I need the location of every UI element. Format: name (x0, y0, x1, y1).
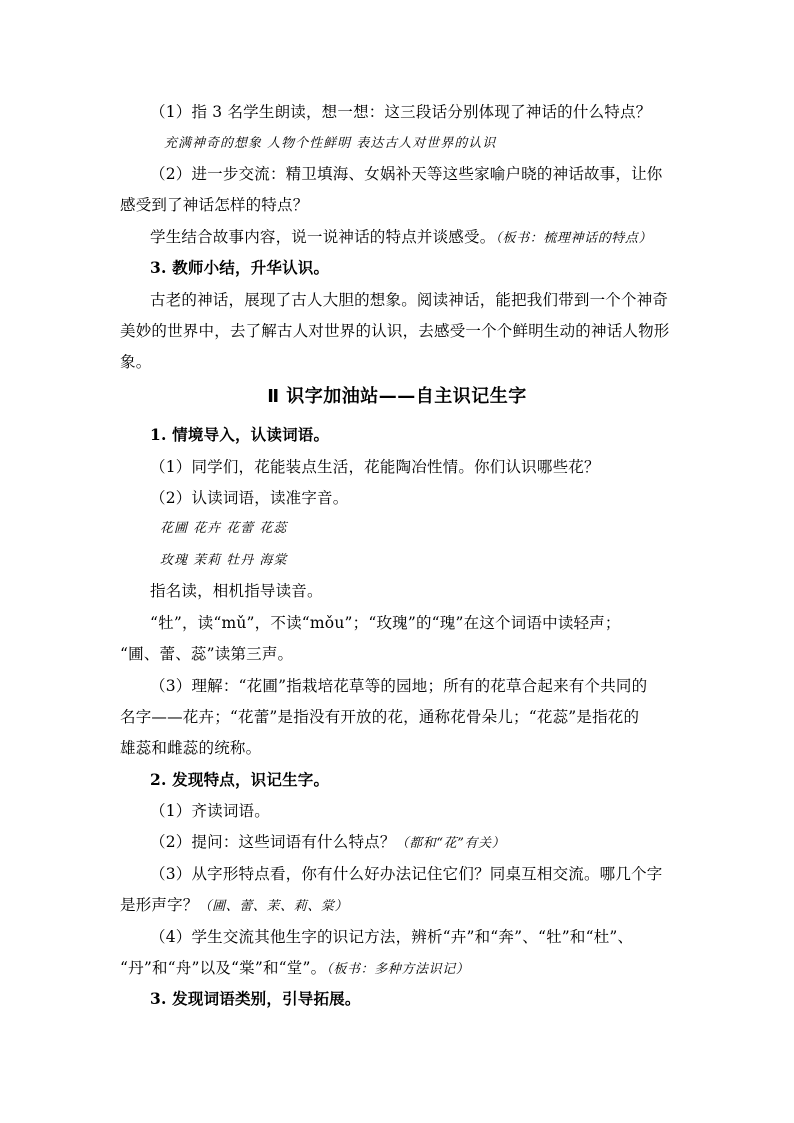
reading-instruction: 指名读，相机指导读音。 (150, 582, 323, 600)
step-1-question-1: （1）同学们，花能装点生活，花能陶冶性情。你们认识哪些花？ (150, 458, 600, 476)
step-2-item-4-line-1: （4）学生交流其他生字的识记方法，辨析“卉”和“奔”、“牡”和“杜”、 (150, 928, 634, 946)
understanding-line-2: 名字——花卉；“花蕾”是指没有开放的花，通称花骨朵儿；“花蕊”是指花的 (120, 708, 640, 726)
step-2-item-2-note: （都和“花”有关） (395, 836, 506, 851)
student-discussion-line (150, 227, 652, 249)
section-title: Ⅱ 识字加油站——自主识记生字 (267, 386, 527, 407)
step-2-item-4-text: “丹”和“舟”以及“棠”和“堂”。 (120, 959, 327, 977)
step-2-item-3-text: 是形声字？ (120, 896, 199, 914)
step-2-item-2-text: （2）提问：这些词语有什么特点？ (150, 833, 396, 851)
summary-paragraph-line-3: 象。 (120, 353, 152, 371)
step-2-item-3-line-2 (120, 895, 348, 917)
understanding-line-1: （3）理解：“花圃”指栽培花草等的园地；所有的花草合起来有个共同的 (150, 677, 648, 695)
word-list-row-2: 玫瑰 茉莉 牡丹 海棠 (160, 553, 288, 568)
step-2-item-1: （1）齐读词语。 (150, 802, 270, 820)
step-2-item-3-line-1: （3）从字形特点看，你有什么好办法记住它们？同桌互相交流。哪几个字 (150, 865, 663, 883)
step-2-item-4-line-2 (120, 958, 469, 980)
step-2-heading: 2. 发现特点，识记生字。 (150, 770, 330, 789)
step-2-item-2 (150, 832, 505, 854)
understanding-line-3: 雄蕊和雌蕊的统称。 (120, 739, 262, 757)
step-1-heading: 1. 情境导入，认读词语。 (150, 425, 330, 444)
summary-paragraph-line-1: 古老的神话，展现了古人大胆的想象。阅读神话，能把我们带到一个个神奇 (150, 291, 669, 309)
step-3-heading: 3. 发现词语类别，引导拓展。 (150, 989, 361, 1008)
step-2-item-4-note: （板书：多种方法识记） (326, 962, 470, 977)
board-note: （板书：梳理神话的特点） (495, 231, 653, 246)
summary-paragraph-line-2: 美妙的世界中，去了解古人对世界的认识，去感受一个个鲜明生动的神话人物形 (120, 322, 670, 340)
question-1-text: （1）指 3 名学生朗读，想一想：这三段话分别体现了神话的什么特点？ (150, 103, 652, 121)
student-discussion-text: 学生结合故事内容，说一说神话的特点并谈感受。 (150, 228, 496, 246)
answer-features-text: 充满神奇的想象 人物个性鲜明 表达古人对世界的认识 (164, 136, 497, 151)
pronunciation-note-line-1: “牡”，读“mǔ”，不读“mǒu”；“玫瑰”的“瑰”在这个词语中读轻声； (150, 614, 621, 632)
teacher-summary-heading: 3. 教师小结，升华认识。 (150, 258, 330, 277)
step-2-item-3-note: （圃、蕾、茉、莉、棠） (198, 899, 349, 914)
pronunciation-note-line-2: “圃、蕾、蕊”读第三声。 (120, 645, 294, 663)
step-1-question-2: （2）认读词语，读准字音。 (150, 489, 349, 507)
question-2-text: （2）进一步交流：精卫填海、女娲补天等这些家喻户晓的神话故事，让你 (150, 165, 663, 183)
word-list-row-1: 花圃 花卉 花蕾 花蕊 (160, 521, 288, 536)
question-2-continued: 感受到了神话怎样的特点？ (120, 196, 309, 214)
